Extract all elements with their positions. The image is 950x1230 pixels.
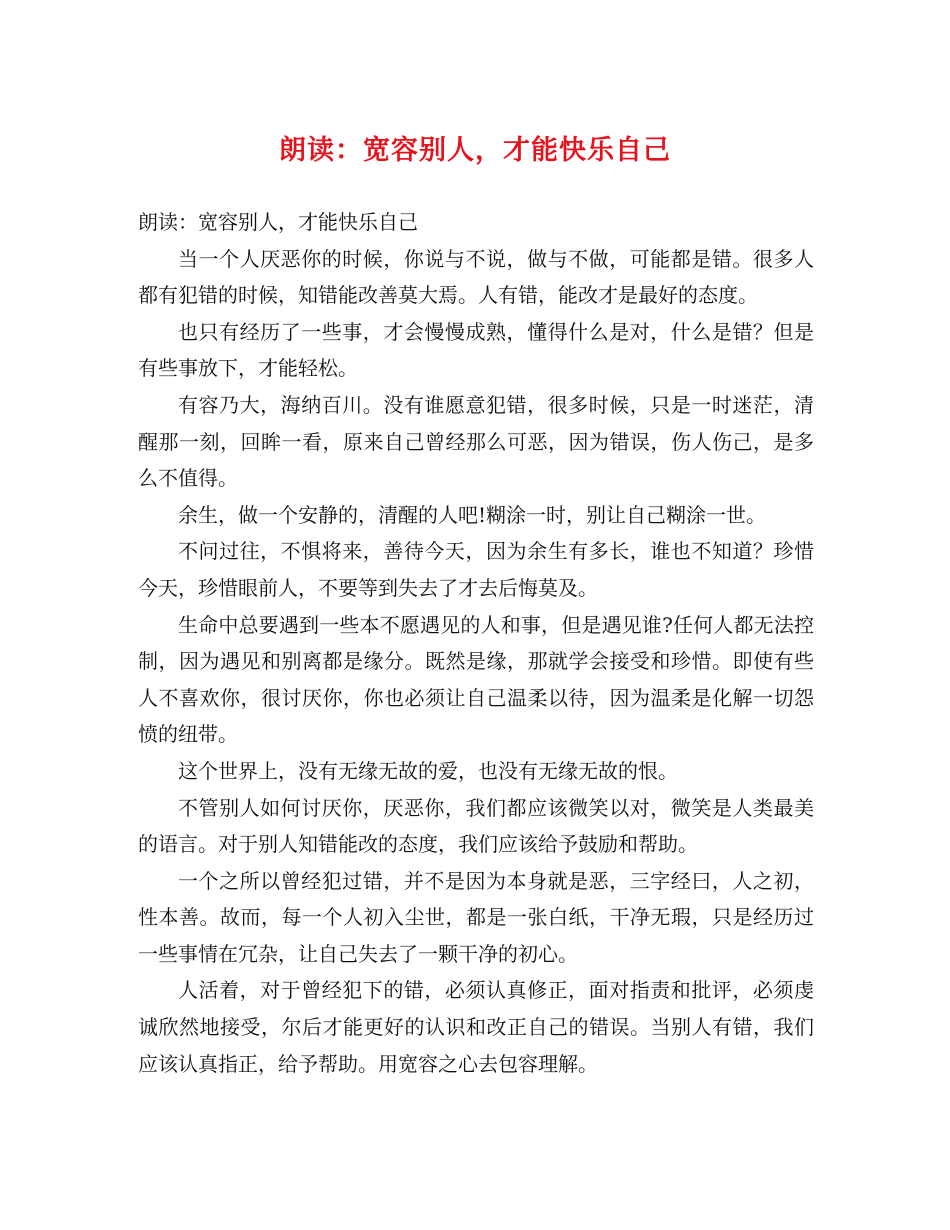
document-body [138, 204, 814, 1082]
paragraph-7: 这个世界上，没有无缘无故的爱，也没有无缘无故的恨。 [178, 758, 678, 783]
document-title: 朗读：宽容别人，才能快乐自己 [279, 135, 671, 166]
document-subtitle-line: 朗读：宽容别人，才能快乐自己 [138, 210, 418, 234]
paragraph-4: 余生，做一个安静的，清醒的人吧!糊涂一时，别让自己糊涂一世。 [178, 502, 767, 527]
paragraph-8: 不管别人如何讨厌你，厌恶你，我们都应该微笑以对，微笑是人类最美的语言。对于别人知错能改的态度，我们应该给予鼓励和帮助。 [138, 795, 814, 857]
paragraph-1: 当一个人厌恶你的时候，你说与不说，做与不做，可能都是错。很多人都有犯错的时候，知错能改善莫大焉。人有错，能改才是最好的态度。 [138, 246, 814, 308]
paragraph-6: 生命中总要遇到一些本不愿遇见的人和事，但是遇见谁?任何人都无法控制，因为遇见和别离都是缘分。既然是缘，那就学会接受和珍惜。即使有些人不喜欢你，很讨厌你，你也必须让自己温柔以待，因为温柔是化解一切怨愤的纽带。 [138, 612, 814, 747]
paragraph-3: 有容乃大，海纳百川。没有谁愿意犯错，很多时候，只是一时迷茫，清醒那一刻，回眸一看，原来自己曾经那么可恶，因为错误，伤人伤己，是多么不值得。 [138, 392, 814, 491]
paragraph-9: 一个之所以曾经犯过错，并不是因为本身就是恶，三字经曰，人之初，性本善。故而，每一个人初入尘世，都是一张白纸，干净无瑕，只是经历过一些事情在冗杂，让自己失去了一颗干净的初心。 [138, 868, 814, 966]
paragraph-5: 不问过往，不惧将来，善待今天，因为余生有多长，谁也不知道？珍惜今天，珍惜眼前人，不要等到失去了才去后悔莫及。 [138, 539, 814, 600]
paragraph-2: 也只有经历了一些事，才会慢慢成熟，懂得什么是对，什么是错？但是有些事放下，才能轻松。 [138, 319, 814, 381]
paragraph-10: 人活着，对于曾经犯下的错，必须认真修正，面对指责和批评，必须虔诚欣然地接受，尔后才能更好的认识和改正自己的错误。当别人有错，我们应该认真指正，给予帮助。用宽容之心去包容理解。 [138, 978, 814, 1076]
